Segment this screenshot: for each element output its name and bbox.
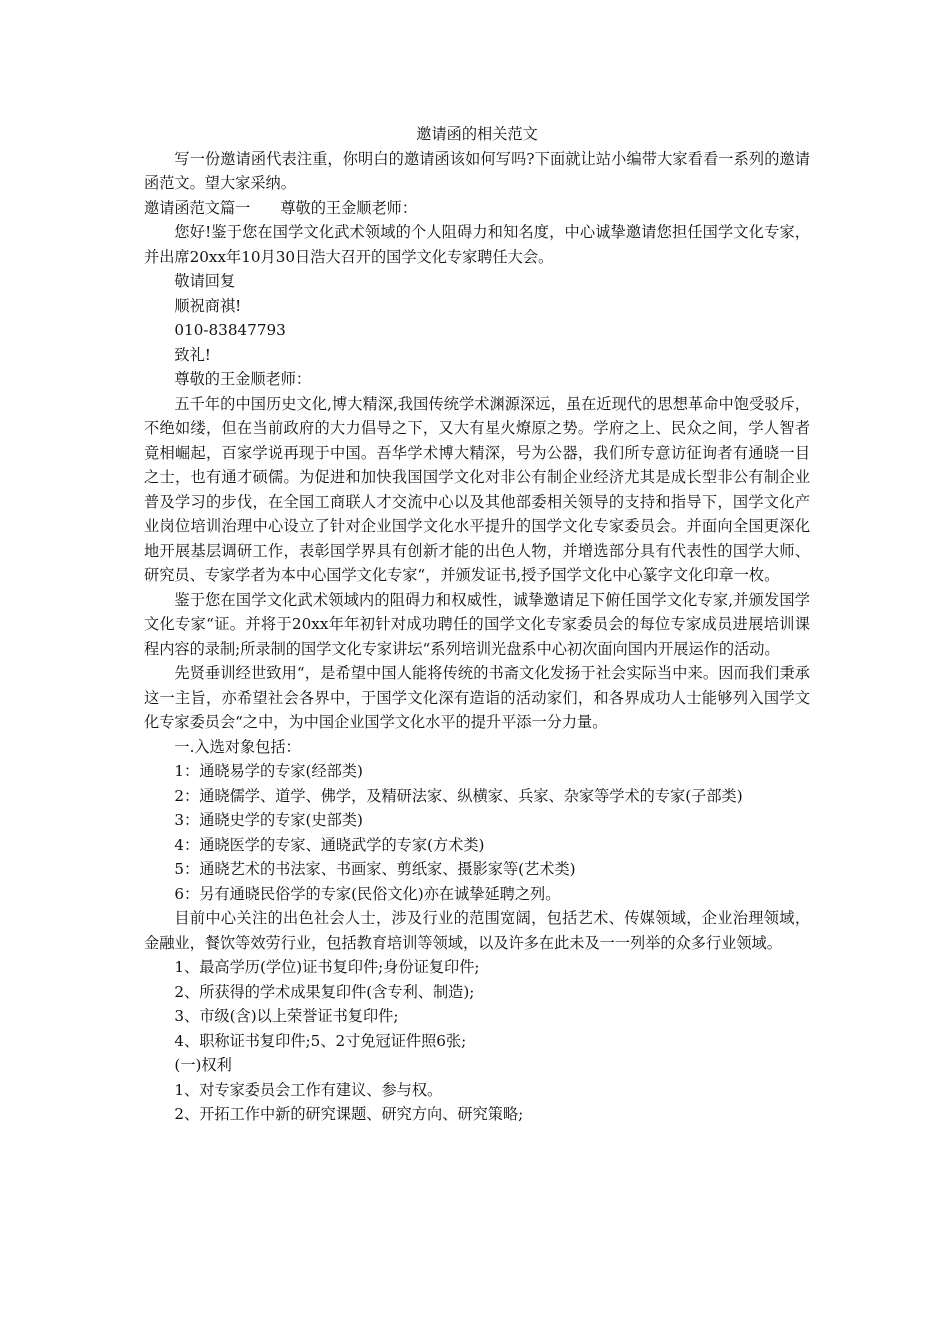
target-item: 4：通晓医学的专家、通晓武学的专家(方术类) xyxy=(174,835,485,854)
material-item: 3、市级(含)以上荣誉证书复印件; xyxy=(174,1007,399,1025)
section2-salutation: 尊敬的王金顺老师： xyxy=(174,370,312,388)
rights-item: 1、对专家委员会工作有建议、参与权。 xyxy=(174,1080,443,1099)
section1-body: 您好!鉴于您在国学文化武术领域的个人阻碍力和知名度，中心诚挚邀请您担任国学文化专家，并出席20xx年10月30日浩大召开的国学文化专家聘任大会。 xyxy=(144,223,810,266)
fields-paragraph: 目前中心关注的出色社会人士，涉及行业的范围宽阔，包括艺术、传媒领域，企业治理领域，金融业，餐饮等效劳行业，包括教育培训等领域，以及许多在此未及一一列举的众多行业领域。 xyxy=(144,909,810,952)
section1-salutation: 尊敬的王金顺老师： xyxy=(280,198,417,217)
target-item: 2：通晓儒学、道学、佛学，及精研法家、纵横家、兵家、杂家等学术的专家(子部类) xyxy=(174,786,743,805)
target-item: 3：通晓史学的专家(史部类) xyxy=(174,811,363,829)
section1-wish: 顺祝商祺! xyxy=(174,296,242,315)
target-item: 6：另有通晓民俗学的专家(民俗文化)亦在诚挚延聘之列。 xyxy=(174,884,561,903)
document-page xyxy=(144,122,810,1127)
document-title: 邀请函的相关范文 xyxy=(416,125,538,143)
section2-paragraph-2: 鉴于您在国学文化武术领域内的阻碍力和权威性，诚挚邀请足下俯任国学文化专家,并颁发国学文化专家“证。并将于20xx年年初针对成功聘任的国学文化专家委员会的每位专家成员进展培训课程内容的录制;所录制的国学文化专家讲坛“系列培训光盘系中心初次面向国内开展运作的活动。 xyxy=(144,590,810,658)
intro-paragraph: 写一份邀请函代表注重，你明白的邀请函该如何写吗?下面就让站小编带大家看看一系列的邀请函范文。望大家采纳。 xyxy=(144,149,810,192)
targets-heading: 一.入选对象包括： xyxy=(174,737,301,756)
material-item: 2、所获得的学术成果复印件(含专利、制造); xyxy=(174,982,475,1001)
target-item: 5：通晓艺术的书法家、书画家、剪纸家、摄影家等(艺术类) xyxy=(174,860,576,878)
rights-heading: (一)权利 xyxy=(174,1056,232,1074)
section1-label: 邀请函范文篇一 xyxy=(144,198,251,217)
section2-paragraph-3: 先贤垂训经世致用“，是希望中国人能将传统的书斋文化发扬于社会实际当中来。因而我们秉承这一主旨，亦希望社会各界中，于国学文化深有造诣的活动家们，和各界成功人士能够列入国学文化专家委员会“之中，为中国企业国学文化水平的提升平添一分力量。 xyxy=(144,664,810,731)
section1-phone: 010-83847793 xyxy=(174,321,286,339)
section1-reply: 敬请回复 xyxy=(174,272,236,290)
section1-header-line xyxy=(144,196,810,221)
material-item: 4、职称证书复印件;5、2寸免冠证件照6张; xyxy=(174,1031,467,1050)
rights-item: 2、开拓工作中新的研究课题、研究方向、研究策略; xyxy=(174,1105,524,1123)
section1-regards: 致礼! xyxy=(174,345,211,364)
section2-paragraph-1: 五千年的中国历史文化,博大精深,我国传统学术渊源深远，虽在近现代的思想革命中饱受驳斥，不绝如缕，但在当前政府的大力倡导之下，又大有星火燎原之势。学府之上、民众之间，学人智者竟相崛起，百家学说再现于中国。吾华学术博大精深，号为公器，我们所专意访征询者有通晓一目之士，也有通才硕儒。为促进和加快我国国学文化对非公有制企业经济尤其是成长型非公有制企业普及学习的步伐，在全国工商联人才交流中心以及其他部委相关领导的支持和指导下，国学文化产业岗位培训治理中心设立了针对企业国学文化水平提升的国学文化专家委员会。并面向全国更深化地开展基层调研工作，表彰国学界具有创新才能的出色人物，并增选部分具有代表性的国学大师、研究员、专家学者为本中心国学文化专家“，并颁发证书,授予国学文化中心篆字文化印章一枚。 xyxy=(144,394,810,584)
material-item: 1、最高学历(学位)证书复印件;身份证复印件; xyxy=(174,958,480,976)
target-item: 1：通晓易学的专家(经部类) xyxy=(174,762,363,780)
